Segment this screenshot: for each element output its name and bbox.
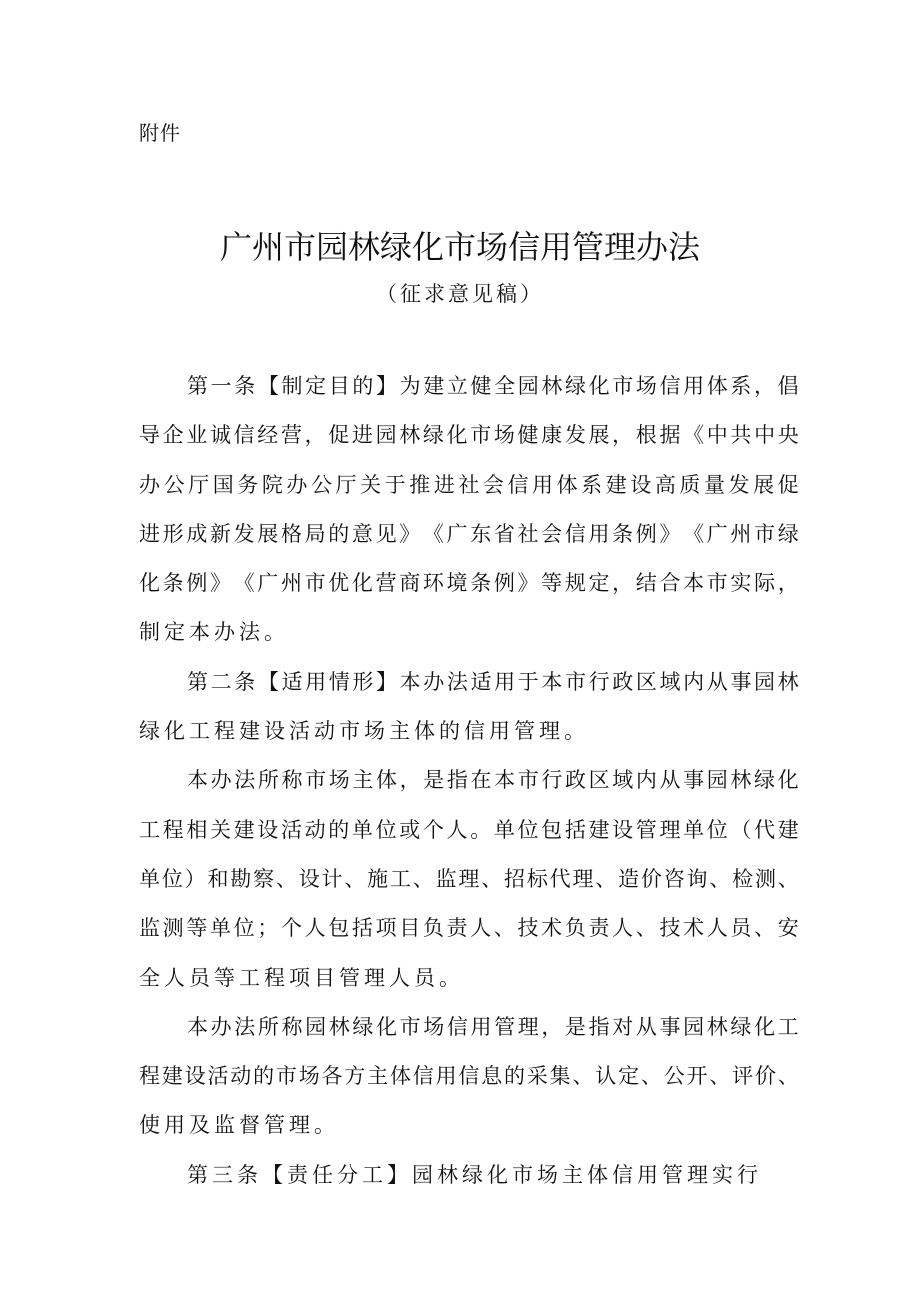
text-line: 绿化工程建设活动市场主体的信用管理。 <box>139 719 589 744</box>
text-line: 导 企 业 诚 信 经 营 ， 促 进 园 林 绿 化 市 场 健 康 发 展 ， 根 据 《 中 共 中 央 <box>139 423 799 448</box>
text-line: 第三条【责任分工】园林绿化市场主体信用管理实行 <box>187 1162 762 1187</box>
text-line: 本 办 法 所 称 园 林 绿 化 市 场 信 用 管 理 ， 是 指 对 从 事 园 林 绿 化 工 <box>187 1014 799 1039</box>
text-line: 全人员等工程项目管理人员。 <box>139 965 464 990</box>
text-line: 第 一 条 【 制 定 目 的 】 为 建 立 健 全 园 林 绿 化 市 场 信 用 体 系 ， 倡 <box>187 374 799 398</box>
attachment-label: 附件 <box>139 121 181 145</box>
text-line: 进 形 成 新 发 展 格 局 的 意 见 》 《 广 东 省 社 会 信 用 条 例 》 《 广 州 市 绿 <box>139 521 799 546</box>
text-line: 化 条 例 》 《 广 州 市 优 化 营 商 环 境 条 例 》 等 规 定 ， 结 合 本 市 实 际 ， <box>139 571 799 596</box>
text-line: 工 程 相 关 建 设 活 动 的 单 位 或 个 人 。 单 位 包 括 建 设 管 理 单 位 （ 代 建 <box>139 817 799 842</box>
text-line: 监 测 等 单 位 ； 个 人 包 括 项 目 负 责 人 、 技 术 负 责 人 、 技 术 人 员 、 安 <box>139 916 799 941</box>
text-line: 本 办 法 所 称 市 场 主 体 ， 是 指 在 本 市 行 政 区 域 内 从 事 园 林 绿 化 <box>187 768 799 793</box>
text-line: 使用及监督管理。 <box>139 1113 339 1138</box>
document-body <box>139 366 799 1204</box>
document-subtitle: （征求意见稿） <box>376 282 544 306</box>
text-line: 单 位 ） 和 勘 察 、 设 计 、 施 工 、 监 理 、 招 标 代 理 、 造 价 咨 询 、 检 测 、 <box>139 866 799 891</box>
document-title: 广州市园林绿化市场信用管理办法 <box>219 228 700 266</box>
text-line: 第 二 条 【 适 用 情 形 】 本 办 法 适 用 于 本 市 行 政 区 域 内 从 事 园 林 <box>187 669 799 694</box>
text-line: 程 建 设 活 动 的 市 场 各 方 主 体 信 用 信 息 的 采 集 、 认 定 、 公 开 、 评 价 、 <box>139 1064 799 1089</box>
text-line: 制定本办法。 <box>139 620 289 645</box>
text-line: 办 公 厅 国 务 院 办 公 厅 关 于 推 进 社 会 信 用 体 系 建 设 高 质 量 发 展 促 <box>139 472 799 497</box>
